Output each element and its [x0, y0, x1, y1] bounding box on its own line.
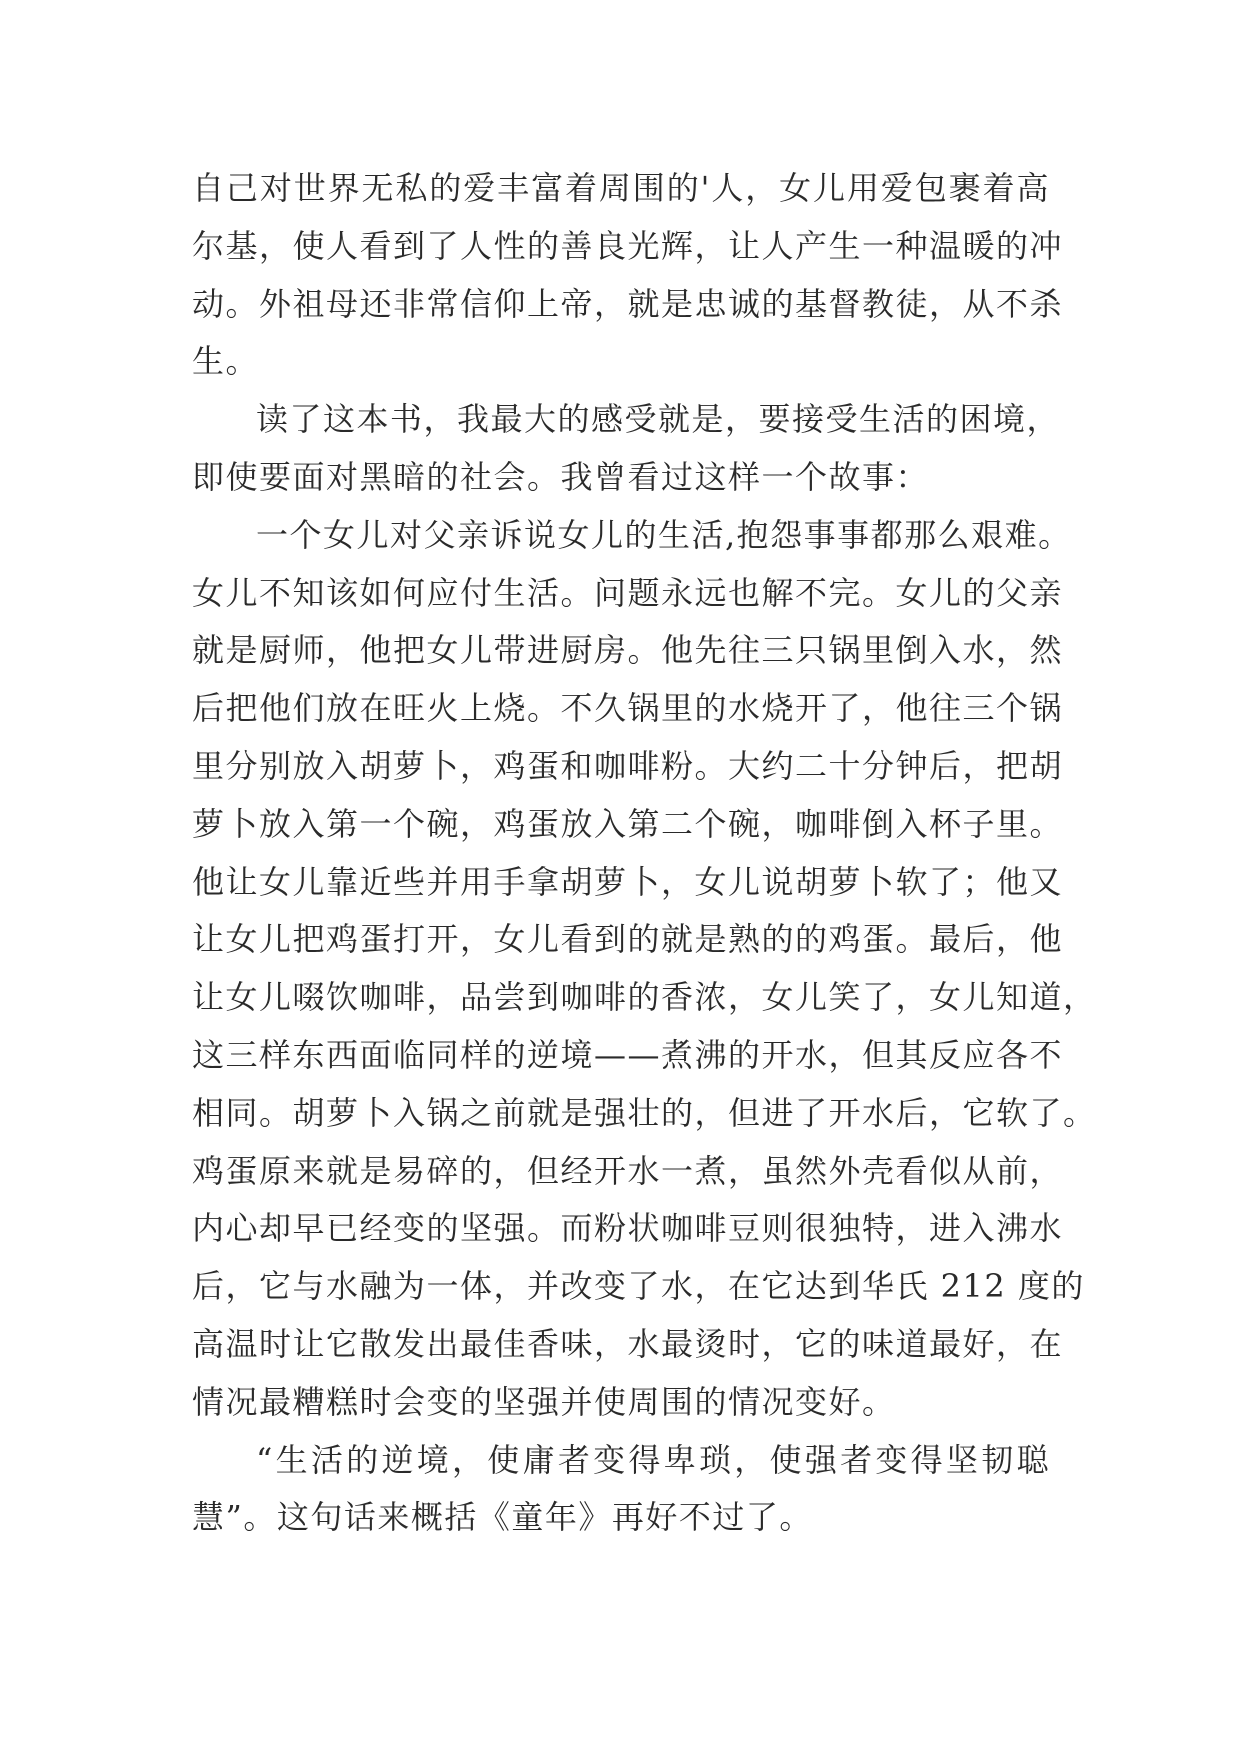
text-line: 即使要面对黑暗的社会。我曾看过这样一个故事： — [192, 457, 930, 496]
text-line: 这三样东西面临同样的逆境——煮沸的开水，但其反应各不 — [192, 1035, 1064, 1074]
text-line: 生。 — [192, 342, 260, 381]
text-line: 让女儿把鸡蛋打开，女儿看到的就是熟的的鸡蛋。最后，他 — [192, 920, 1064, 959]
text-line: 鸡蛋原来就是易碎的，但经开水一煮，虽然外壳看似从前， — [192, 1151, 1064, 1190]
text-line: 他让女儿靠近些并用手拿胡萝卜，女儿说胡萝卜软了；他又 — [192, 862, 1064, 901]
text-line: 高温时让它散发出最佳香味，水最烫时，它的味道最好，在 — [192, 1324, 1064, 1363]
text-line: 后把他们放在旺火上烧。不久锅里的水烧开了，他往三个锅 — [192, 689, 1064, 728]
document-body — [192, 160, 1097, 1547]
text-line: 自己对世界无私的爱丰富着周围的'人，女儿用爱包裹着高 — [192, 169, 1050, 207]
text-line: 就是厨师，他把女儿带进厨房。他先往三只锅里倒入水，然 — [192, 631, 1064, 670]
text-line: 动。外祖母还非常信仰上帝，就是忠诚的基督教徒，从不杀 — [192, 284, 1064, 323]
text-line: 读了这本书，我最大的感受就是，要接受生活的困境， — [256, 400, 1061, 439]
text-line: 尔基，使人看到了人性的善良光辉，让人产生一种温暖的冲 — [192, 226, 1064, 265]
text-line: 后，它与水融为一体，并改变了水，在它达到华氏 212 度的 — [192, 1267, 1085, 1306]
text-line: 情况最糟糕时会变的坚强并使周围的情况变好。 — [192, 1382, 896, 1421]
text-line: 慧”。这句话来概括《童年》再好不过了。 — [192, 1498, 813, 1537]
text-line: 里分别放入胡萝卜，鸡蛋和咖啡粉。大约二十分钟后，把胡 — [192, 746, 1064, 785]
text-line: 让女儿啜饮咖啡，品尝到咖啡的香浓，女儿笑了，女儿知道， — [192, 978, 1097, 1017]
text-line: 萝卜放入第一个碗，鸡蛋放入第二个碗，咖啡倒入杯子里。 — [192, 804, 1064, 843]
text-line: 相同。胡萝卜入锅之前就是强壮的，但进了开水后，它软了。 — [192, 1093, 1097, 1132]
text-line: 内心却早已经变的坚强。而粉状咖啡豆则很独特，进入沸水 — [192, 1209, 1064, 1248]
text-line: “生活的逆境，使庸者变得卑琐，使强者变得坚韧聪 — [256, 1440, 1050, 1479]
text-line: 女儿不知该如何应付生活。问题永远也解不完。女儿的父亲 — [192, 573, 1064, 612]
text-line: 一个女儿对父亲诉说女儿的生活,抱怨事事都那么艰难。 — [256, 515, 1072, 554]
